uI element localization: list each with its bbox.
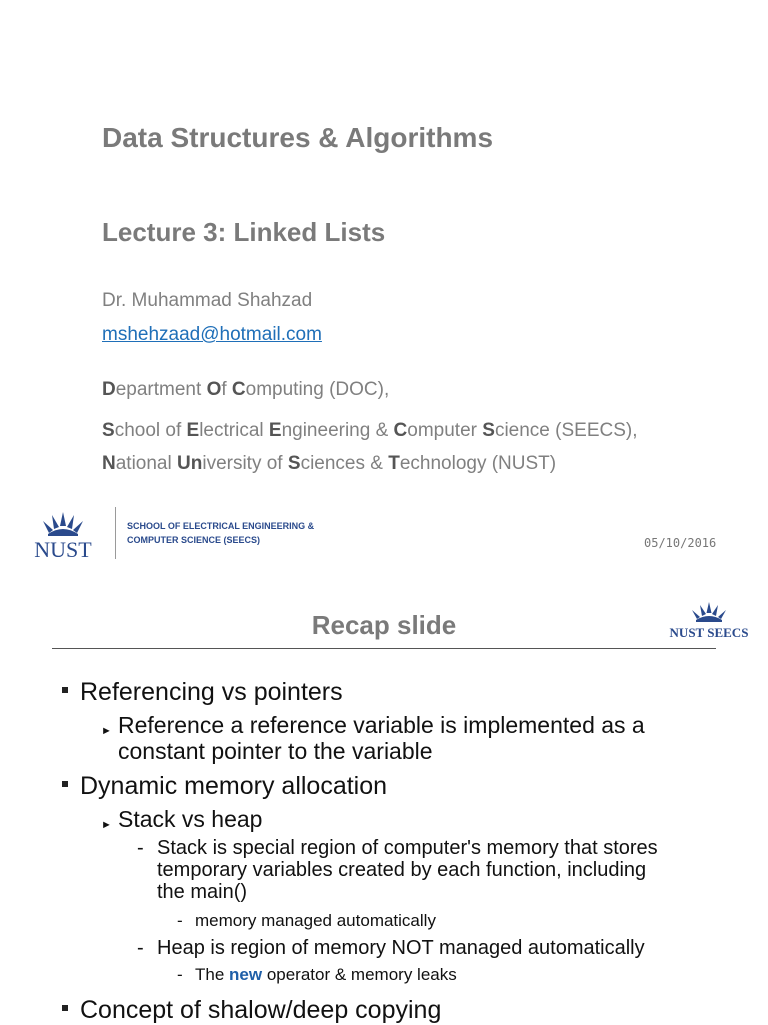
author-name: Dr. Muhammad Shahzad bbox=[102, 290, 313, 311]
triangle-bullet-icon: ► bbox=[101, 725, 112, 737]
bullet-text-line2: temporary variables created by each function, including bbox=[157, 859, 647, 881]
affiliation-initial: D bbox=[102, 379, 116, 400]
affiliation-text: omputer bbox=[407, 420, 483, 441]
bullet-reference-explanation bbox=[101, 712, 645, 764]
square-bullet-icon bbox=[62, 1005, 68, 1011]
affiliation-text: lectrical bbox=[199, 420, 269, 441]
affiliation-initial: S bbox=[102, 420, 115, 441]
bullet-text-line1: Stack is special region of computer's memory that stores bbox=[157, 837, 658, 859]
bullet-text-post: operator & memory leaks bbox=[262, 965, 457, 984]
affiliation-text: echnology (NUST) bbox=[399, 453, 557, 474]
dash-bullet-icon: - bbox=[137, 937, 144, 959]
slide-date: 05/10/2016 bbox=[644, 536, 717, 550]
nust-seecs-logo-text: NUST SEECS bbox=[669, 625, 749, 640]
square-bullet-icon bbox=[62, 781, 68, 787]
author-email-link[interactable]: mshehzaad@hotmail.com bbox=[102, 324, 322, 345]
recap-slide bbox=[0, 580, 768, 1024]
affiliation-initial: O bbox=[206, 379, 222, 400]
affiliation-text: iversity of bbox=[202, 453, 288, 474]
nust-seecs-logo-icon bbox=[663, 600, 755, 640]
affiliation-university bbox=[102, 453, 556, 475]
affiliation-text: epartment bbox=[115, 379, 207, 400]
affiliation-initial: Un bbox=[177, 453, 203, 474]
bullet-stack-managed bbox=[177, 911, 436, 931]
affiliation-text: f bbox=[221, 379, 232, 400]
recap-title: Recap slide bbox=[311, 610, 457, 640]
affiliation-text: ciences & bbox=[300, 453, 389, 474]
affiliation-initial: C bbox=[393, 420, 408, 441]
bullet-text: memory managed automatically bbox=[195, 911, 436, 930]
affiliation-initial: C bbox=[231, 379, 246, 400]
bullet-referencing bbox=[80, 678, 343, 707]
affiliation-school bbox=[102, 420, 638, 442]
bullet-text-pre: The bbox=[195, 965, 230, 984]
bullet-copying bbox=[80, 996, 441, 1025]
affiliation-text: ngineering & bbox=[281, 420, 394, 441]
nust-logo-text: NUST bbox=[34, 537, 92, 560]
footer-divider bbox=[115, 507, 116, 559]
bullet-text: Heap is region of memory NOT managed automatically bbox=[157, 937, 645, 959]
school-name-line1: SCHOOL OF ELECTRICAL ENGINEERING & bbox=[127, 521, 315, 531]
affiliation-text: chool of bbox=[114, 420, 187, 441]
dash-bullet-icon: - bbox=[177, 911, 183, 930]
keyword-new: new bbox=[229, 965, 263, 984]
affiliation-initial: N bbox=[102, 453, 116, 474]
bullet-new-operator bbox=[177, 965, 457, 985]
bullet-text-line1: Reference a reference variable is implemented as a bbox=[118, 712, 645, 738]
affiliation-initial: E bbox=[268, 420, 282, 441]
square-bullet-icon bbox=[62, 687, 68, 693]
bullet-dynamic-memory bbox=[80, 772, 387, 801]
affiliation-department bbox=[102, 379, 389, 401]
bullet-text: Concept of shalow/deep copying bbox=[80, 996, 442, 1024]
bullet-text-line2: constant pointer to the variable bbox=[118, 738, 433, 764]
bullet-stack-definition bbox=[137, 837, 658, 903]
bullet-text: Referencing vs pointers bbox=[80, 678, 343, 706]
bullet-text-line3: the main() bbox=[157, 881, 248, 903]
affiliation-initial: T bbox=[388, 453, 400, 474]
affiliation-text: ational bbox=[115, 453, 178, 474]
affiliation-initial: E bbox=[186, 420, 200, 441]
lecture-title: Lecture 3: Linked Lists bbox=[102, 217, 386, 247]
affiliation-text: omputing (DOC), bbox=[245, 379, 390, 400]
school-name-line2: COMPUTER SCIENCE (SEECS) bbox=[127, 535, 261, 545]
affiliation-initial: S bbox=[482, 420, 495, 441]
dash-bullet-icon: - bbox=[177, 965, 183, 984]
dash-bullet-icon: - bbox=[137, 837, 144, 859]
bullet-text: Dynamic memory allocation bbox=[80, 772, 388, 800]
affiliation-initial: S bbox=[287, 453, 301, 474]
bullet-text: Stack vs heap bbox=[118, 806, 263, 832]
bullet-stack-vs-heap bbox=[101, 806, 263, 832]
nust-logo-icon bbox=[22, 508, 104, 560]
course-title: Data Structures & Algorithms bbox=[102, 122, 494, 153]
triangle-bullet-icon: ► bbox=[101, 819, 112, 831]
title-rule bbox=[52, 648, 716, 649]
school-name bbox=[127, 519, 314, 547]
bullet-heap-definition bbox=[137, 937, 645, 959]
affiliation-text: cience (SEECS), bbox=[494, 420, 638, 441]
